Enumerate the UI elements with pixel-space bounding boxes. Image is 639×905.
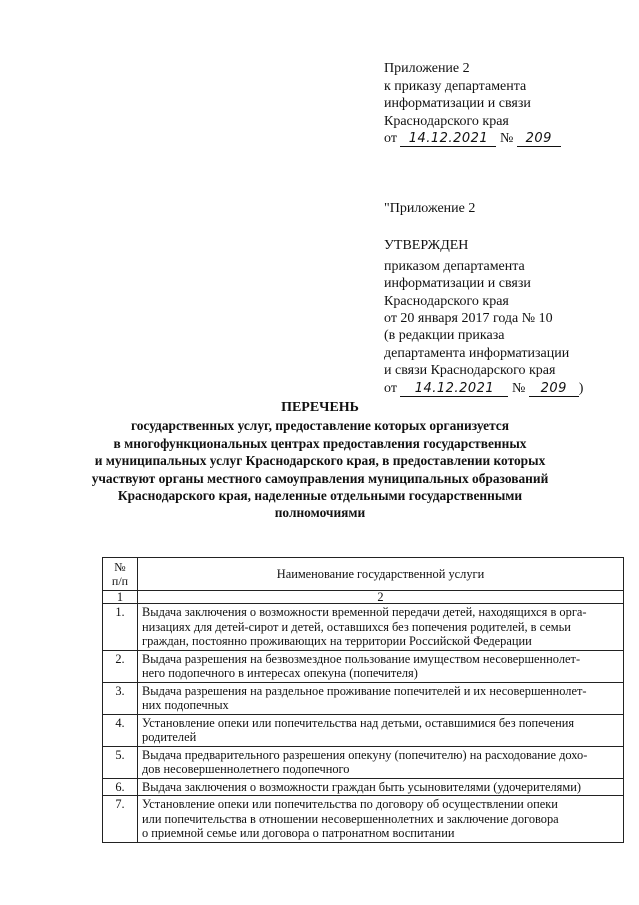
service-name-line: Выдача заключения о возможности временной передачи детей, находящихся в орга- xyxy=(142,605,587,619)
close-paren: ) xyxy=(578,380,584,396)
title-line: Краснодарского края, наделенные отдельными государственными xyxy=(117,488,523,504)
table-row xyxy=(103,604,624,651)
approval-date-row xyxy=(384,380,583,397)
approval-block xyxy=(384,200,583,397)
date-prefix: от xyxy=(384,380,397,396)
table-header-row xyxy=(103,558,624,591)
service-name-line: родителей xyxy=(142,730,197,744)
appendix-line: к приказу департамента xyxy=(384,78,527,94)
service-name xyxy=(138,604,624,651)
table-index-row xyxy=(103,591,624,604)
document-title xyxy=(40,399,600,522)
title-line: участвуют органы местного самоуправления муниципальных образований xyxy=(91,470,549,486)
table-row xyxy=(103,682,624,714)
service-name-line: или попечительства в отношении несовершеннолетних и заключение договора xyxy=(142,811,559,826)
service-name-line: Установление опеки или попечительства по договору об осуществлении опеки xyxy=(142,797,558,811)
date-prefix: от xyxy=(384,131,397,146)
title-line: и муниципальных услуг Краснодарского края, в предоставлении которых xyxy=(94,453,546,469)
index-name-cell: 2 xyxy=(138,591,624,604)
service-name-line: него подопечного в интересах опекуна (попечителя) xyxy=(142,666,418,680)
handwritten-number: 209 xyxy=(529,381,579,397)
row-number: 1. xyxy=(103,604,138,651)
approval-line: Краснодарского края xyxy=(384,293,509,309)
service-name-line: дов несовершеннолетнего подопечного xyxy=(142,762,350,776)
title-line: государственных услуг, предоставление которых организуется xyxy=(130,418,509,434)
service-name-line: Установление опеки или попечительства над детьми, оставшимися без попечения xyxy=(142,715,575,730)
table-row xyxy=(103,796,624,843)
approval-line: департамента информатизации xyxy=(384,345,570,361)
appendix-line: Приложение 2 xyxy=(384,61,470,76)
index-num-cell: 1 xyxy=(103,591,138,604)
header-num-line: № xyxy=(114,560,126,574)
approval-line: приказом департамента xyxy=(384,258,525,274)
service-name-line: граждан, постоянно проживающих на территории Российской Федерации xyxy=(142,634,532,648)
number-prefix: № xyxy=(499,131,514,146)
appendix-header xyxy=(384,60,561,148)
appendix-date-row xyxy=(384,130,561,148)
service-name-line: них подопечных xyxy=(142,698,229,712)
row-number: 6. xyxy=(103,778,138,796)
service-name xyxy=(138,746,624,778)
header-num-line: п/п xyxy=(111,574,129,588)
quote-title: "Приложение 2 xyxy=(384,201,476,216)
appendix-line: информатизации и связи xyxy=(384,96,531,111)
approval-line: информатизации и связи xyxy=(384,276,531,292)
approval-line: от 20 января 2017 года № 10 xyxy=(384,311,553,327)
service-name-line: низациях для детей-сирот и детей, оставшихся без попечения родителей, в семьи xyxy=(142,619,571,634)
table-row xyxy=(103,746,624,778)
number-prefix: № xyxy=(511,380,526,396)
title-line: полномочиями xyxy=(274,505,366,521)
service-name xyxy=(138,714,624,746)
handwritten-date: 14.12.2021 xyxy=(400,381,508,397)
service-name xyxy=(138,682,624,714)
table-row xyxy=(103,650,624,682)
row-number: 4. xyxy=(103,714,138,746)
service-name-line: Выдача предварительного разрешения опекуну (попечителю) на расходование дохо- xyxy=(142,747,588,762)
handwritten-date: 14.12.2021 xyxy=(400,131,496,147)
services-table xyxy=(102,557,624,843)
approved-heading: УТВЕРЖДЕН xyxy=(384,238,469,254)
service-name-line: Выдача разрешения на раздельное проживание попечителей и их несовершеннолет- xyxy=(142,683,587,698)
row-number: 5. xyxy=(103,746,138,778)
header-num-cell xyxy=(103,558,138,591)
service-name xyxy=(138,778,624,796)
service-name-line: Выдача разрешения на безвозмездное пользование имуществом несовершеннолет- xyxy=(142,651,581,666)
table-row xyxy=(103,778,624,796)
approval-line: (в редакции приказа xyxy=(384,328,505,344)
handwritten-number: 209 xyxy=(517,131,561,147)
header-name-cell: Наименование государственной услуги xyxy=(138,558,624,591)
title-line: в многофункциональных центрах предоставления государственных xyxy=(113,435,527,451)
service-name-line: о приемной семье или договора о патронатном воспитании xyxy=(142,826,455,840)
row-number: 3. xyxy=(103,682,138,714)
service-name-line: Выдача заключения о возможности граждан быть усыновителями (удочерителями) xyxy=(142,779,581,794)
row-number: 2. xyxy=(103,650,138,682)
row-number: 7. xyxy=(103,796,138,843)
title-main: ПЕРЕЧЕНЬ xyxy=(281,400,359,415)
service-name xyxy=(138,796,624,843)
appendix-line: Краснодарского края xyxy=(384,113,509,129)
table-row xyxy=(103,714,624,746)
approval-line: и связи Краснодарского края xyxy=(384,363,556,379)
service-name xyxy=(138,650,624,682)
